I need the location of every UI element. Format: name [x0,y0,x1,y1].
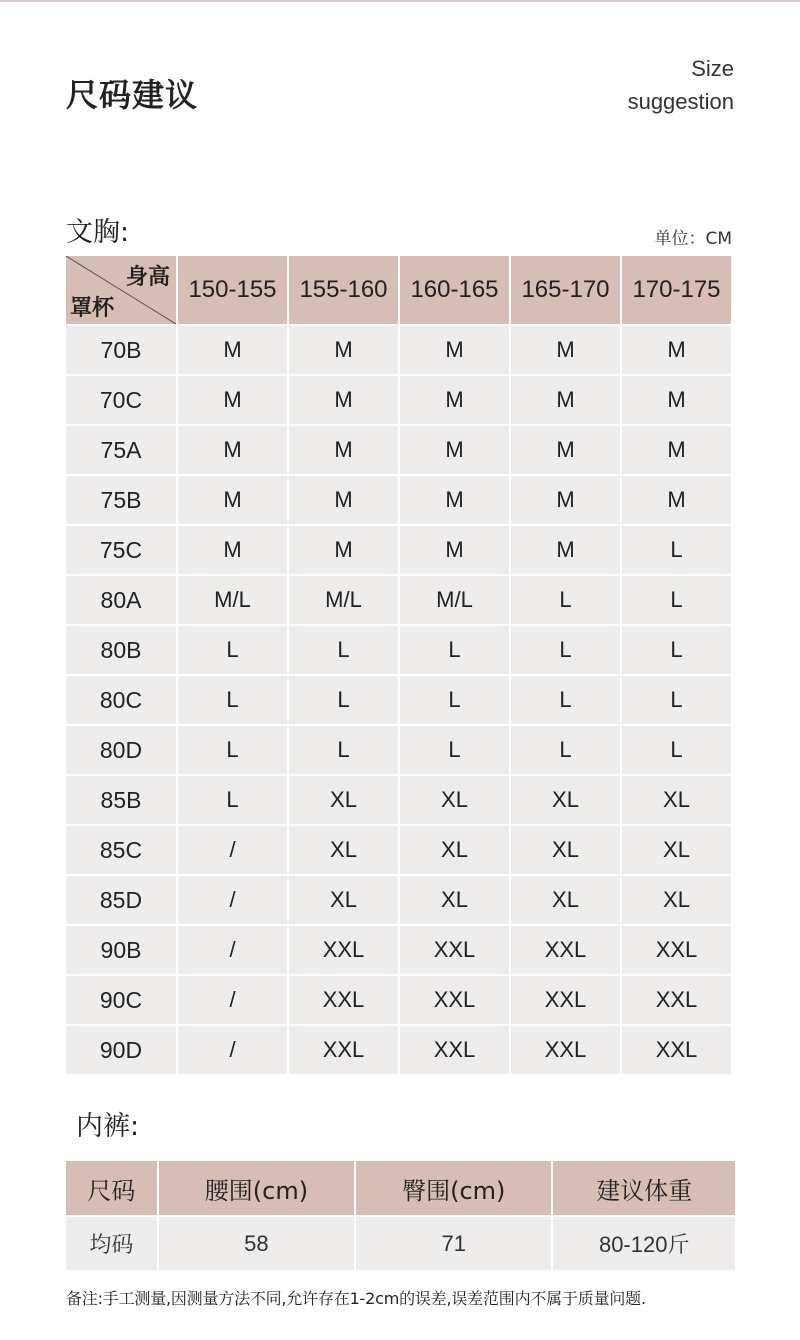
size-cell: M [289,526,398,574]
size-cell: L [178,726,287,774]
briefs-section-label: 内裤: [76,1111,140,1142]
size-cell: M [400,376,509,424]
bra-section-label: 文胸: [66,217,130,248]
bra-table-row [66,726,731,774]
bra-table-row [66,476,731,524]
bra-table-header-row [66,256,731,324]
size-cell: M [289,326,398,374]
cup-size-cell: 90D [66,1026,176,1074]
size-cell: M/L [289,576,398,624]
bra-table-row [66,576,731,624]
size-cell: M [178,376,287,424]
size-cell: M/L [178,576,287,624]
size-cell: M [622,376,731,424]
cup-size-cell: 90B [66,926,176,974]
cup-size-cell: 80B [66,626,176,674]
size-cell: L [178,776,287,824]
bra-table-row [66,326,731,374]
size-cell: XXL [622,976,731,1024]
size-cell: XXL [400,926,509,974]
briefs-header-cell: 建议体重 [553,1161,735,1215]
size-cell: M [178,476,287,524]
briefs-header-cell: 尺码 [66,1161,157,1215]
briefs-table-row [66,1217,735,1270]
size-cell: L [400,676,509,724]
size-cell: XXL [511,976,620,1024]
size-cell: M [400,326,509,374]
size-cell: M [289,426,398,474]
size-cell: M [178,526,287,574]
bra-table-row [66,876,731,924]
size-cell: M [289,376,398,424]
cup-size-cell: 75A [66,426,176,474]
cup-size-cell: 75B [66,476,176,524]
size-cell: L [178,626,287,674]
measurement-note: 备注:手工测量,因测量方法不同,允许存在1-2cm的误差,误差范围内不属于质量问题. [66,1289,646,1308]
size-cell: M [178,426,287,474]
size-cell: XL [622,876,731,924]
size-cell: / [178,1026,287,1074]
size-cell: M [400,476,509,524]
briefs-cell: 均码 [66,1217,157,1270]
page-subtitle [628,52,734,118]
cup-size-cell: 70C [66,376,176,424]
size-cell: XXL [289,976,398,1024]
size-cell: / [178,826,287,874]
size-cell: L [511,626,620,674]
size-cell: M [622,326,731,374]
size-cell: XXL [511,926,620,974]
size-cell: L [400,626,509,674]
bra-table-row [66,376,731,424]
size-cell: XL [289,826,398,874]
size-cell: L [289,626,398,674]
size-cell: M [511,376,620,424]
height-range-header: 170-175 [622,256,731,324]
top-divider [0,0,800,2]
size-cell: XXL [400,1026,509,1074]
size-cell: L [622,526,731,574]
size-cell: XL [400,826,509,874]
size-cell: L [511,726,620,774]
size-cell: L [289,676,398,724]
cup-size-cell: 80A [66,576,176,624]
page-title: 尺码建议 [66,76,199,114]
briefs-table-header-row [66,1161,735,1215]
briefs-cell: 58 [159,1217,354,1270]
size-cell: L [511,576,620,624]
height-range-header: 165-170 [511,256,620,324]
size-cell: XXL [622,1026,731,1074]
bra-table-row [66,826,731,874]
bra-table-corner-cell [66,256,176,324]
size-cell: XL [622,826,731,874]
size-cell: / [178,976,287,1024]
subtitle-line-2: suggestion [627,89,734,114]
size-cell: L [289,726,398,774]
size-cell: XL [289,876,398,924]
size-cell: M [511,476,620,524]
size-cell: L [622,676,731,724]
bra-table-row [66,776,731,824]
size-cell: XL [511,826,620,874]
bra-size-table [64,254,733,1076]
size-cell: XL [400,876,509,924]
size-cell: / [178,926,287,974]
size-cell: XL [622,776,731,824]
size-cell: XXL [622,926,731,974]
size-cell: L [622,626,731,674]
bra-table-row [66,976,731,1024]
height-range-header: 160-165 [400,256,509,324]
size-cell: XXL [511,1026,620,1074]
size-cell: XL [289,776,398,824]
height-range-header: 155-160 [289,256,398,324]
size-cell: XL [511,776,620,824]
cup-size-cell: 80D [66,726,176,774]
size-cell: M [511,426,620,474]
size-cell: XXL [400,976,509,1024]
size-cell: L [400,726,509,774]
bra-table-row [66,526,731,574]
bra-table-row [66,426,731,474]
size-cell: L [511,676,620,724]
size-cell: M [400,426,509,474]
subtitle-line-1: Size [691,56,734,81]
cup-size-cell: 85C [66,826,176,874]
height-range-header: 150-155 [178,256,287,324]
briefs-cell: 80-120斤 [553,1217,735,1270]
cup-size-cell: 85B [66,776,176,824]
cup-size-cell: 90C [66,976,176,1024]
size-cell: M [511,326,620,374]
briefs-size-table [64,1159,737,1272]
size-cell: XL [400,776,509,824]
bra-table-row [66,926,731,974]
briefs-header-cell: 臀围(cm) [356,1161,551,1215]
cup-size-cell: 80C [66,676,176,724]
size-cell: M [400,526,509,574]
size-cell: M/L [400,576,509,624]
size-cell: M [178,326,287,374]
unit-label: 单位：CM [654,229,732,249]
size-cell: XL [511,876,620,924]
size-cell: M [289,476,398,524]
size-cell: XXL [289,926,398,974]
size-cell: M [622,476,731,524]
bra-table-row [66,676,731,724]
cup-size-cell: 85D [66,876,176,924]
size-cell: / [178,876,287,924]
cup-size-cell: 75C [66,526,176,574]
bra-table-body [66,326,731,1074]
corner-cup-label: 罩杯 [70,296,115,321]
corner-height-label: 身高 [125,265,170,290]
size-cell: L [622,576,731,624]
size-cell: L [178,676,287,724]
briefs-header-cell: 腰围(cm) [159,1161,354,1215]
bra-table-row [66,1026,731,1074]
size-cell: L [622,726,731,774]
size-cell: XXL [289,1026,398,1074]
briefs-cell: 71 [356,1217,551,1270]
cup-size-cell: 70B [66,326,176,374]
bra-table-row [66,626,731,674]
size-cell: M [622,426,731,474]
size-cell: M [511,526,620,574]
